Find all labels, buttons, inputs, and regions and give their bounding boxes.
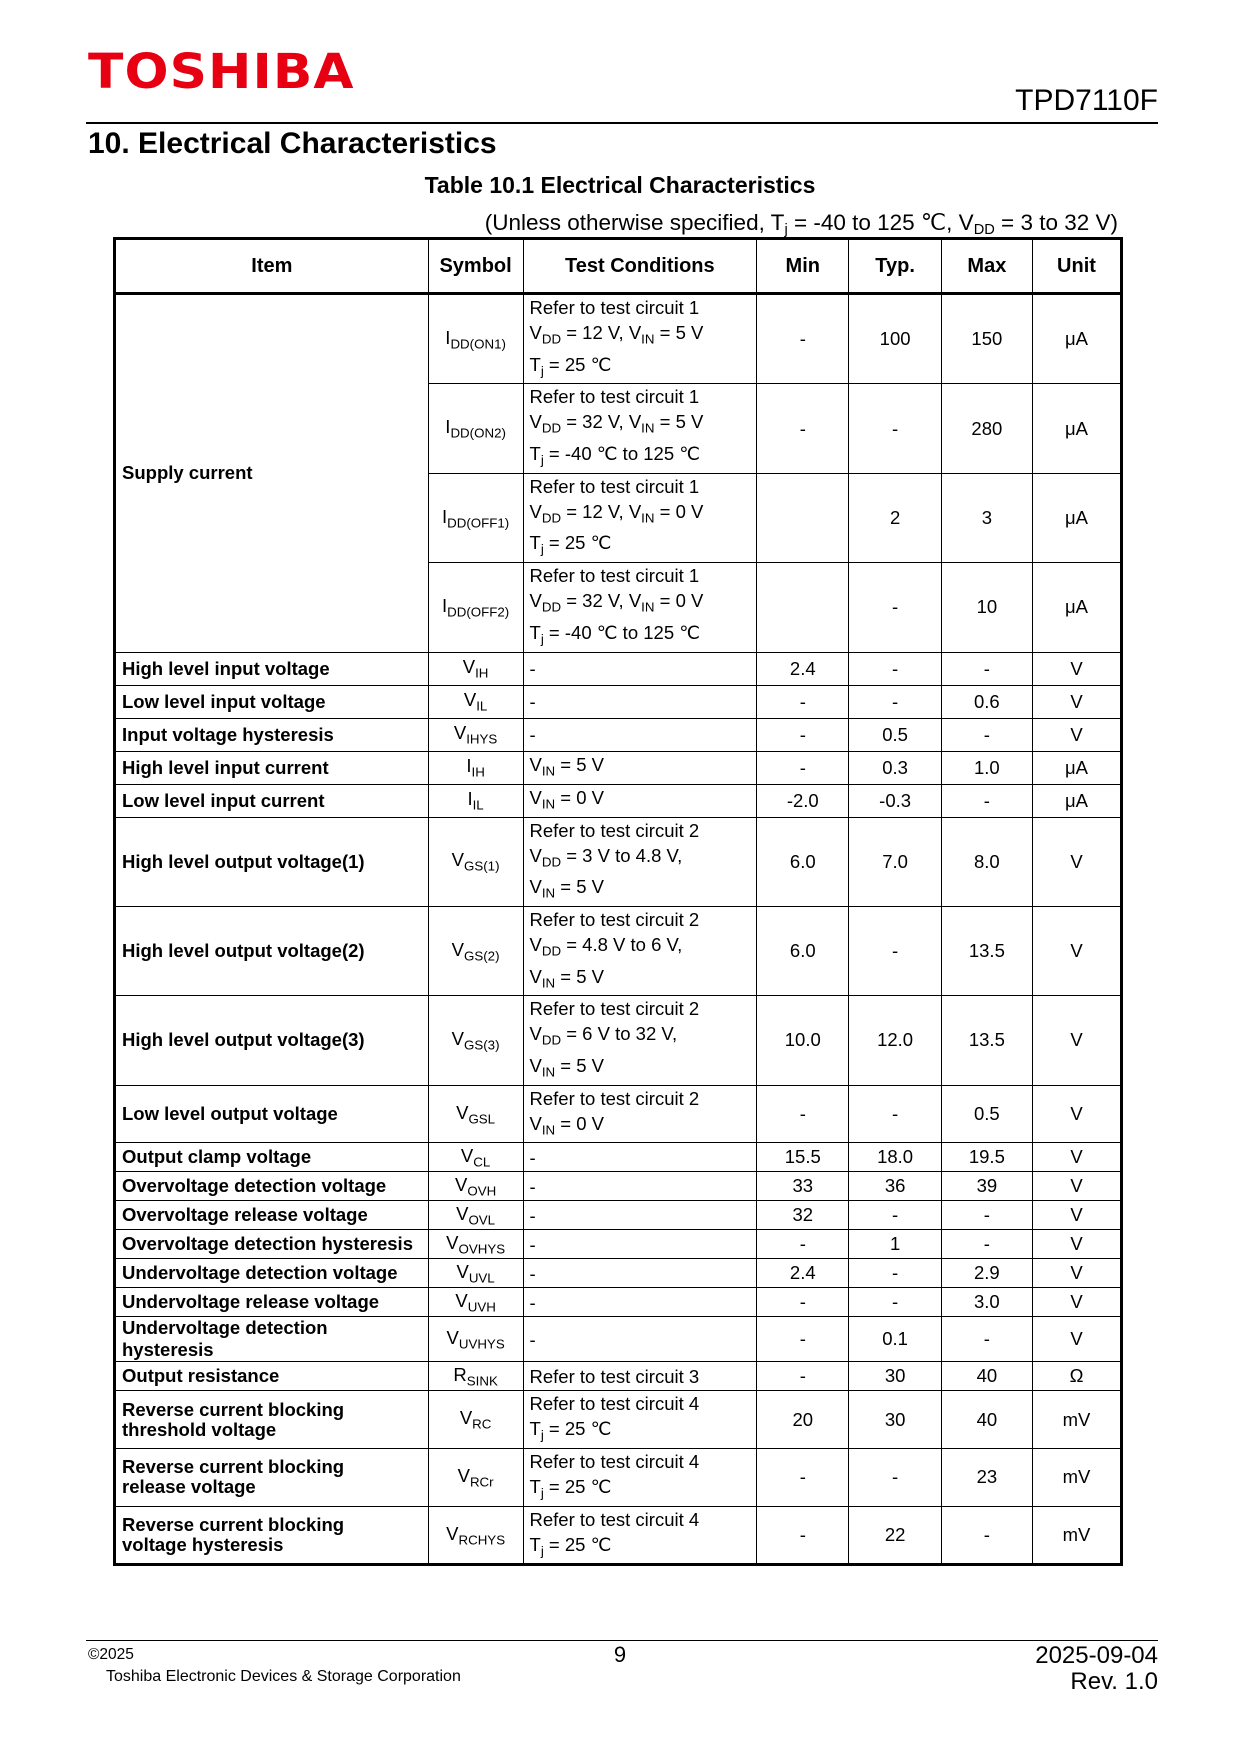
table-row [115,1259,1122,1288]
subscript: IN [541,763,556,779]
test-conditions-cell: Refer to test circuit 2 $V_{DD} = 6$ V to 32 V, $V_{IN} = 5$ V [523,996,757,1085]
item-cell: Undervoltage detection hysteresis [115,1317,429,1362]
test-conditions-cell: - [523,1143,757,1172]
symbol-cell: $R_{SINK}$ [428,1362,523,1391]
max-cell: 0.5 [941,1085,1032,1143]
subscript: j [540,631,544,647]
item-cell: High level input voltage [115,652,429,685]
test-conditions-cell: - [523,1230,757,1259]
symbol-cell: $V_{UVL}$ [428,1259,523,1288]
max-cell: 13.5 [941,996,1032,1085]
min-cell: 20 [757,1391,849,1449]
subscript: j [540,1485,544,1501]
min-cell: - [757,1085,849,1143]
test-conditions-cell: Refer to test circuit 4 $T_j = 25$ ℃ [523,1449,757,1507]
subscript: j [540,542,544,558]
table-body [115,294,1122,1565]
typ-cell: 36 [849,1172,941,1201]
max-cell: - [941,784,1032,817]
symbol-subscript: OVHYS [458,1241,506,1257]
symbol-subscript: DD(OFF2) [447,604,510,620]
company-name: Toshiba Electronic Devices & Storage Corporation [106,1668,461,1685]
typ-cell: 1 [849,1230,941,1259]
subscript: IN [541,975,556,991]
table-row [115,1317,1122,1362]
column-header-max: Max [941,239,1032,294]
max-cell: 150 [941,294,1032,384]
min-cell: - [757,1230,849,1259]
symbol-subscript: OVL [468,1212,496,1228]
min-cell: - [757,751,849,784]
typ-cell: 100 [849,294,941,384]
min-cell: 2.4 [757,652,849,685]
table-row [115,1288,1122,1317]
typ-cell: - [849,685,941,718]
min-cell: 15.5 [757,1143,849,1172]
item-cell: Reverse current blocking voltage hysteresis [115,1506,429,1565]
max-cell: 13.5 [941,906,1032,995]
min-cell: - [757,685,849,718]
min-cell [757,563,849,652]
test-conditions-cell: - [523,1317,757,1362]
symbol-cell: $V_{CL}$ [428,1143,523,1172]
unit-cell: V [1032,1317,1121,1362]
subscript: j [540,452,544,468]
min-cell: - [757,1449,849,1507]
item-cell: High level output voltage(2) [115,906,429,995]
unit-cell: Ω [1032,1362,1121,1391]
symbol-cell: $V_{GSL}$ [428,1085,523,1143]
unit-cell: V [1032,906,1121,995]
max-cell: 40 [941,1391,1032,1449]
min-cell: - [757,1506,849,1565]
table-row [115,294,1122,384]
symbol-cell: $V_{OVH}$ [428,1172,523,1201]
header-divider [86,122,1158,124]
item-cell: Overvoltage detection hysteresis [115,1230,429,1259]
max-cell: 280 [941,384,1032,473]
test-conditions-cell: Refer to test circuit 1 $V_{DD} = 32$ V, $V_{IN} = 5$ V $T_j = -40$ ℃ to 125 ℃ [523,384,757,473]
symbol-cell: $V_{RC}$ [428,1391,523,1449]
document-date: 2025-09-04 [1035,1642,1158,1669]
symbol-cell: $V_{OVHYS}$ [428,1230,523,1259]
subscript: DD [541,1032,562,1048]
symbol-subscript: RCr [469,1474,494,1490]
symbol-cell: $I_{DD(ON2)}$ [428,384,523,473]
min-cell: 10.0 [757,996,849,1085]
item-cell: Low level output voltage [115,1085,429,1143]
min-cell [757,473,849,562]
electrical-characteristics-table [113,237,1123,1566]
typ-cell: - [849,1288,941,1317]
max-cell: - [941,718,1032,751]
test-conditions-cell: $V_{IN} = 5$ V [523,751,757,784]
symbol-cell: $I_{DD(OFF2)}$ [428,563,523,652]
test-conditions-cell: - [523,718,757,751]
max-cell: 19.5 [941,1143,1032,1172]
symbol-cell: $V_{IL}$ [428,685,523,718]
test-conditions-cell: Refer to test circuit 2 $V_{IN} = 0$ V [523,1085,757,1143]
min-cell: - [757,1288,849,1317]
item-cell: Undervoltage detection voltage [115,1259,429,1288]
subscript: DD [541,943,562,959]
symbol-cell: $V_{OVL}$ [428,1201,523,1230]
unit-cell: μA [1032,784,1121,817]
column-header-unit: Unit [1032,239,1121,294]
typ-cell: 12.0 [849,996,941,1085]
page-number: 9 [613,1642,627,1667]
symbol-subscript: GSL [468,1111,496,1127]
subscript: IN [641,510,655,526]
unit-cell: μA [1032,473,1121,562]
subscript: j [540,1428,544,1443]
min-cell: -2.0 [757,784,849,817]
column-header-min: Min [757,239,849,294]
document-revision: Rev. 1.0 [1070,1668,1158,1695]
test-conditions-cell: - [523,1288,757,1317]
column-header-symbol: Symbol [428,239,523,294]
max-cell: - [941,1317,1032,1362]
symbol-subscript: GS(2) [464,948,500,964]
item-cell: Output resistance [115,1362,429,1391]
max-cell: 3.0 [941,1288,1032,1317]
table-row [115,652,1122,685]
test-conditions-cell: - [523,1201,757,1230]
symbol-subscript: RCHYS [458,1532,506,1548]
max-cell: 0.6 [941,685,1032,718]
symbol-cell: $I_{IH}$ [428,751,523,784]
table-row [115,1172,1122,1201]
item-cell: High level input current [115,751,429,784]
min-cell: - [757,1362,849,1391]
table-header-row [115,239,1122,294]
item-cell: Reverse current blocking release voltage [115,1449,429,1507]
unit-cell: V [1032,817,1121,906]
max-cell: 39 [941,1172,1032,1201]
item-cell: Overvoltage detection voltage [115,1172,429,1201]
unit-cell: V [1032,1172,1121,1201]
typ-cell: 0.5 [849,718,941,751]
table-row [115,1391,1122,1449]
symbol-subscript: DD(OFF1) [447,515,510,531]
min-cell: - [757,718,849,751]
subscript: DD [541,421,562,437]
symbol-subscript: UVL [468,1270,495,1286]
subscript: DD [541,854,562,870]
typ-cell: 2 [849,473,941,562]
typ-cell: 30 [849,1391,941,1449]
typ-cell: - [849,1201,941,1230]
symbol-subscript: IL [476,698,488,714]
item-cell: High level output voltage(1) [115,817,429,906]
table-row [115,1362,1122,1391]
subscript: IN [541,885,556,901]
test-conditions-cell: - [523,1259,757,1288]
table-row [115,1230,1122,1259]
item-cell: Supply current [115,294,429,653]
section-title: 10. Electrical Characteristics [88,127,497,160]
subscript: j [540,1543,544,1559]
typ-cell: 0.1 [849,1317,941,1362]
table-row [115,817,1122,906]
item-cell: Low level input current [115,784,429,817]
min-cell: 33 [757,1172,849,1201]
table-row [115,996,1122,1085]
item-cell: Input voltage hysteresis [115,718,429,751]
column-header-test-conditions: Test Conditions [523,239,757,294]
max-cell: - [941,652,1032,685]
subscript: IN [641,421,655,437]
subscript: DD [541,599,562,615]
min-cell: - [757,1317,849,1362]
item-cell: Output clamp voltage [115,1143,429,1172]
test-conditions-cell: Refer to test circuit 3 [523,1362,757,1391]
symbol-subscript: SINK [466,1373,498,1389]
table-title: Table 10.1 Electrical Characteristics [424,172,816,198]
unit-cell: μA [1032,294,1121,384]
part-number: TPD7110F [1015,84,1158,117]
test-conditions-cell: Refer to test circuit 1 $V_{DD} = 32$ V, $V_{IN} = 0$ V $T_j = -40$ ℃ to 125 ℃ [523,563,757,652]
typ-cell: - [849,1449,941,1507]
symbol-cell: $V_{UVH}$ [428,1288,523,1317]
symbol-cell: $I_{DD(OFF1)}$ [428,473,523,562]
subscript: j [540,363,544,379]
toshiba-logo: TOSHIBA [88,44,355,100]
test-conditions-cell: - [523,685,757,718]
test-conditions-cell: $V_{IN} = 0$ V [523,784,757,817]
test-conditions-cell: Refer to test circuit 2 $V_{DD} = 4.8$ V to 6 V, $V_{IN} = 5$ V [523,906,757,995]
min-cell: 2.4 [757,1259,849,1288]
test-conditions-cell: - [523,1172,757,1201]
unit-cell: mV [1032,1506,1121,1565]
symbol-subscript: IHYS [466,731,498,747]
test-conditions-cell: Refer to test circuit 4 $T_j = 25$ ℃ [523,1391,757,1449]
max-cell: 1.0 [941,751,1032,784]
typ-cell: 7.0 [849,817,941,906]
symbol-cell: $V_{GS(2)}$ [428,906,523,995]
typ-cell: - [849,384,941,473]
min-cell: 6.0 [757,906,849,995]
subscript: IN [641,599,655,615]
test-conditions-cell: Refer to test circuit 4 $T_j = 25$ ℃ [523,1506,757,1565]
max-cell: 10 [941,563,1032,652]
symbol-subscript: RC [472,1417,492,1432]
test-conditions-cell: Refer to test circuit 1 $V_{DD} = 12$ V, $V_{IN} = 5$ V $T_j = 25$ ℃ [523,294,757,384]
max-cell: 23 [941,1449,1032,1507]
table-row [115,1143,1122,1172]
copyright: ©2025 [88,1646,134,1663]
unit-cell: mV [1032,1449,1121,1507]
subscript: IN [541,1122,556,1138]
item-cell: Low level input voltage [115,685,429,718]
typ-cell: - [849,563,941,652]
table-row [115,1506,1122,1565]
symbol-cell: $I_{DD(ON1)}$ [428,294,523,384]
table-row [115,1449,1122,1507]
column-header-typ: Typ. [849,239,941,294]
typ-cell: - [849,652,941,685]
unit-cell: V [1032,685,1121,718]
symbol-subscript: GS(3) [464,1037,500,1053]
unit-cell: V [1032,652,1121,685]
item-cell: Reverse current blocking threshold voltage [115,1391,429,1449]
typ-cell: - [849,906,941,995]
symbol-cell: $V_{UVHYS}$ [428,1317,523,1362]
unit-cell: V [1032,996,1121,1085]
symbol-subscript: OVH [467,1183,497,1199]
typ-cell: 18.0 [849,1143,941,1172]
symbol-cell: $V_{IH}$ [428,652,523,685]
footer-divider [86,1640,1158,1641]
symbol-subscript: GS(1) [464,859,500,875]
symbol-subscript: UVH [467,1299,496,1315]
test-conditions-cell: Refer to test circuit 1 $V_{DD} = 12$ V, $V_{IN} = 0$ V $T_j = 25$ ℃ [523,473,757,562]
subscript: IN [641,331,655,347]
unit-cell: V [1032,1085,1121,1143]
unit-cell: μA [1032,384,1121,473]
typ-cell: 30 [849,1362,941,1391]
max-cell: 8.0 [941,817,1032,906]
min-cell: - [757,294,849,384]
typ-cell: 22 [849,1506,941,1565]
table-row [115,751,1122,784]
symbol-subscript: IH [471,764,485,780]
table-row [115,1201,1122,1230]
unit-cell: V [1032,1143,1121,1172]
subscript: DD [541,510,562,526]
symbol-subscript: DD(ON1) [450,336,506,352]
max-cell: 40 [941,1362,1032,1391]
symbol-cell: $I_{IL}$ [428,784,523,817]
max-cell: 3 [941,473,1032,562]
typ-cell: - [849,1259,941,1288]
symbol-cell: $V_{IHYS}$ [428,718,523,751]
subscript: DD [541,331,562,347]
symbol-subscript: IH [475,665,489,681]
item-cell: Overvoltage release voltage [115,1201,429,1230]
table-row [115,685,1122,718]
symbol-cell: $V_{GS(1)}$ [428,817,523,906]
symbol-cell: $V_{RCHYS}$ [428,1506,523,1565]
typ-cell: 0.3 [849,751,941,784]
symbol-cell: $V_{GS(3)}$ [428,996,523,1085]
unit-cell: V [1032,1259,1121,1288]
unit-cell: V [1032,1230,1121,1259]
table-row [115,906,1122,995]
table-row [115,718,1122,751]
max-cell: - [941,1201,1032,1230]
unit-cell: V [1032,1201,1121,1230]
table-row [115,1085,1122,1143]
typ-cell: -0.3 [849,784,941,817]
symbol-subscript: UVHYS [458,1336,505,1352]
symbol-cell: $V_{RCr}$ [428,1449,523,1507]
max-cell: 2.9 [941,1259,1032,1288]
item-cell: Undervoltage release voltage [115,1288,429,1317]
symbol-subscript: DD(ON2) [450,425,506,441]
subscript: IN [541,1064,556,1080]
unit-cell: V [1032,718,1121,751]
unit-cell: mV [1032,1391,1121,1449]
min-cell: 6.0 [757,817,849,906]
column-header-item: Item [115,239,429,294]
table-row [115,784,1122,817]
subscript: IN [541,796,556,812]
max-cell: - [941,1506,1032,1565]
unit-cell: μA [1032,751,1121,784]
default-conditions: (Unless otherwise specified, $T_j = -40$ to 125 ℃, $V_{DD} = 3$ to 32 V) [484,210,1118,238]
min-cell: - [757,384,849,473]
unit-cell: V [1032,1288,1121,1317]
symbol-subscript: CL [473,1154,491,1170]
test-conditions-cell: - [523,652,757,685]
min-cell: 32 [757,1201,849,1230]
typ-cell: - [849,1085,941,1143]
item-cell: High level output voltage(3) [115,996,429,1085]
test-conditions-cell: Refer to test circuit 2 $V_{DD} = 3$ V to 4.8 V, $V_{IN} = 5$ V [523,817,757,906]
max-cell: - [941,1230,1032,1259]
unit-cell: μA [1032,563,1121,652]
symbol-subscript: IL [472,797,484,813]
